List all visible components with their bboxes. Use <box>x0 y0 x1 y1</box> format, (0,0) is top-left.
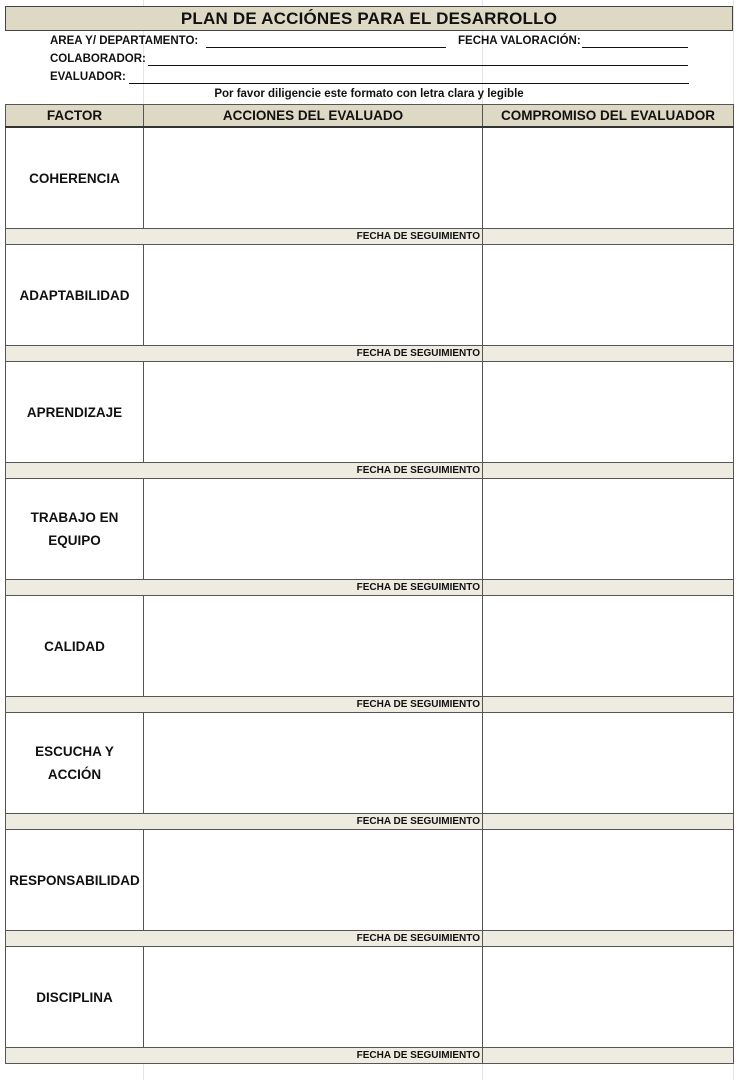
factor-cell <box>6 713 144 814</box>
colaborador-row <box>5 53 733 70</box>
header-acciones-evaluado: ACCIONES DEL EVALUADO <box>144 105 483 128</box>
table-header-row <box>6 105 734 128</box>
followup-date-field[interactable] <box>483 229 734 245</box>
followup-row <box>6 580 734 596</box>
followup-label: FECHA DE SEGUIMIENTO <box>6 697 483 713</box>
evaluador-row <box>5 71 733 88</box>
followup-label: FECHA DE SEGUIMIENTO <box>6 580 483 596</box>
form-title: PLAN DE ACCIÓNES PARA EL DESARROLLO <box>5 6 733 31</box>
table-row <box>6 713 734 814</box>
factor-cell <box>6 245 144 346</box>
table-row <box>6 596 734 697</box>
acciones-evaluado-cell[interactable] <box>144 362 483 463</box>
factor-label: COHERENCIA <box>29 170 120 186</box>
area-field[interactable] <box>206 35 446 48</box>
factor-cell <box>6 362 144 463</box>
compromiso-evaluador-cell[interactable] <box>483 947 734 1048</box>
compromiso-evaluador-cell[interactable] <box>483 362 734 463</box>
compromiso-evaluador-cell[interactable] <box>483 713 734 814</box>
followup-label: FECHA DE SEGUIMIENTO <box>6 229 483 245</box>
followup-date-field[interactable] <box>483 463 734 479</box>
followup-row <box>6 697 734 713</box>
followup-label: FECHA DE SEGUIMIENTO <box>6 346 483 362</box>
followup-date-field[interactable] <box>483 580 734 596</box>
colaborador-field[interactable] <box>148 53 688 66</box>
followup-label: FECHA DE SEGUIMIENTO <box>6 931 483 947</box>
followup-date-field[interactable] <box>483 346 734 362</box>
followup-row <box>6 814 734 830</box>
followup-label: FECHA DE SEGUIMIENTO <box>6 814 483 830</box>
followup-label: FECHA DE SEGUIMIENTO <box>6 1048 483 1064</box>
followup-date-field[interactable] <box>483 814 734 830</box>
table-row <box>6 830 734 931</box>
acciones-evaluado-cell[interactable] <box>144 830 483 931</box>
colaborador-label: COLABORADOR: <box>50 53 146 65</box>
followup-row <box>6 346 734 362</box>
development-plan-table <box>5 104 734 1064</box>
factor-label: CALIDAD <box>44 638 105 654</box>
followup-row <box>6 229 734 245</box>
table-row <box>6 245 734 346</box>
compromiso-evaluador-cell[interactable] <box>483 596 734 697</box>
followup-date-field[interactable] <box>483 931 734 947</box>
acciones-evaluado-cell[interactable] <box>144 596 483 697</box>
header-compromiso-evaluador: COMPROMISO DEL EVALUADOR <box>483 105 734 128</box>
followup-date-field[interactable] <box>483 697 734 713</box>
compromiso-evaluador-cell[interactable] <box>483 830 734 931</box>
followup-label: FECHA DE SEGUIMIENTO <box>6 463 483 479</box>
header-factor: FACTOR <box>6 105 144 128</box>
factor-cell <box>6 479 144 580</box>
acciones-evaluado-cell[interactable] <box>144 245 483 346</box>
compromiso-evaluador-cell[interactable] <box>483 245 734 346</box>
compromiso-evaluador-cell[interactable] <box>483 127 734 229</box>
factor-cell <box>6 830 144 931</box>
factor-label: TRABAJO EN EQUIPO <box>30 510 119 548</box>
acciones-evaluado-cell[interactable] <box>144 127 483 229</box>
factor-cell <box>6 127 144 229</box>
factor-label: APRENDIZAJE <box>26 404 123 420</box>
evaluador-label: EVALUADOR: <box>50 71 126 83</box>
compromiso-evaluador-cell[interactable] <box>483 479 734 580</box>
followup-date-field[interactable] <box>483 1048 734 1064</box>
followup-row <box>6 1048 734 1064</box>
factor-cell <box>6 596 144 697</box>
instructions-text: Por favor diligencie este formato con letra clara y legible <box>214 88 524 100</box>
area-label: AREA Y/ DEPARTAMENTO: <box>50 35 199 47</box>
table-row <box>6 479 734 580</box>
followup-row <box>6 463 734 479</box>
table-row <box>6 127 734 229</box>
fecha-valoracion-field[interactable] <box>582 35 688 48</box>
acciones-evaluado-cell[interactable] <box>144 713 483 814</box>
acciones-evaluado-cell[interactable] <box>144 947 483 1048</box>
table-row <box>6 362 734 463</box>
fecha-valoracion-label: FECHA VALORACIÓN: <box>458 35 581 47</box>
factor-label: ESCUCHA Y ACCIÓN <box>35 744 114 782</box>
acciones-evaluado-cell[interactable] <box>144 479 483 580</box>
followup-row <box>6 931 734 947</box>
factor-label: DISCIPLINA <box>36 989 113 1005</box>
evaluador-field[interactable] <box>129 71 689 84</box>
factor-label: ADAPTABILIDAD <box>19 287 130 303</box>
table-row <box>6 947 734 1048</box>
factor-label: RESPONSABILIDAD <box>9 872 140 888</box>
area-row <box>5 35 733 52</box>
factor-cell <box>6 947 144 1048</box>
